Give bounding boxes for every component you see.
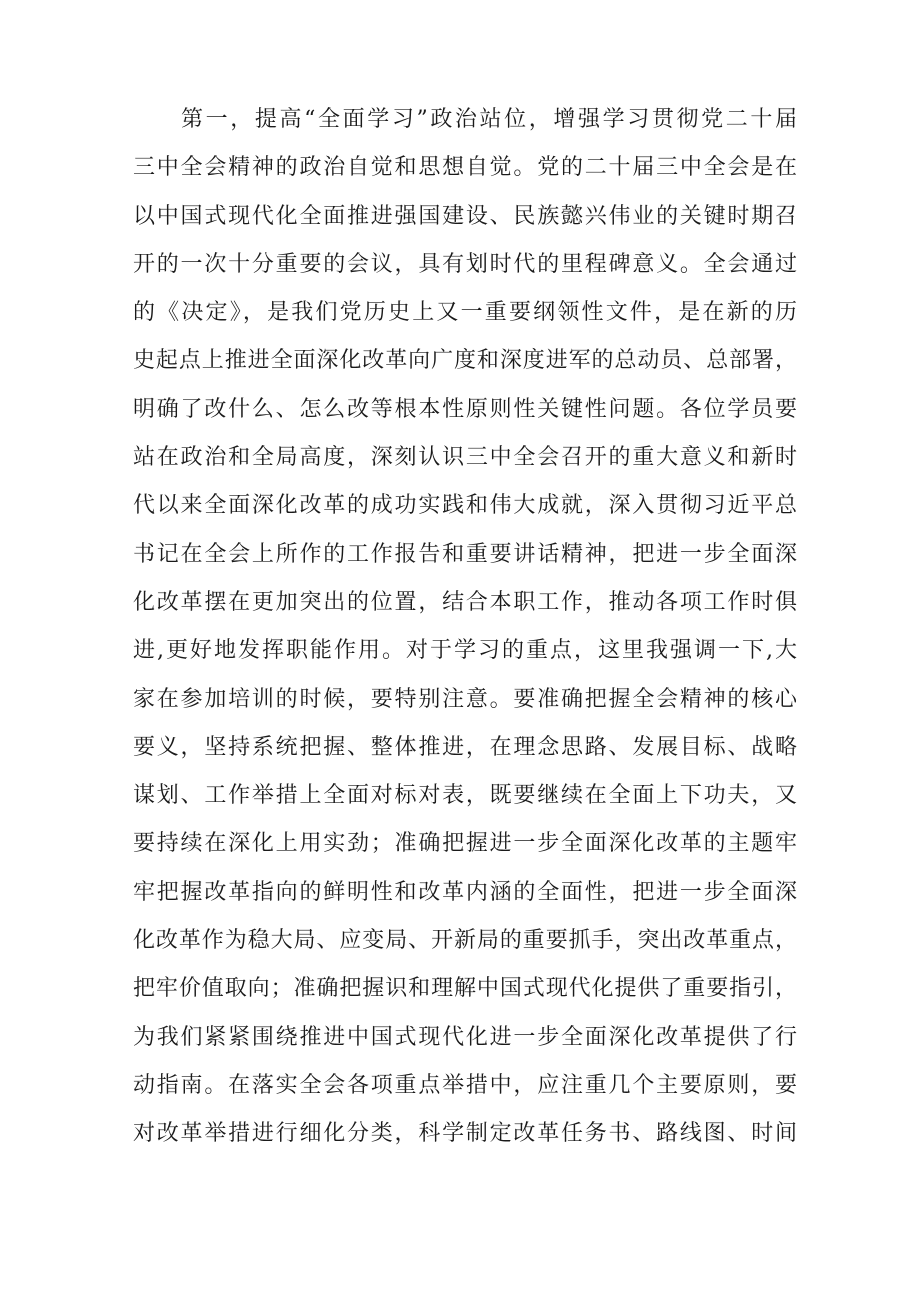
text-line: 化改革作为稳大局、应变局、开新局的重要抓手，突出改革重点， [133,928,797,954]
text-line: 站在政治和全局高度，深刻认识三中全会召开的重大意义和新时 [133,445,797,471]
text-line: 家在参加培训的时候，要特别注意。要准确把握全会精神的核心 [133,686,797,712]
text-line: 的《决定》，是我们党历史上又一重要纲领性文件，是在新的历 [133,300,797,326]
text-line: 动指南。在落实全会各项重点举措中，应注重几个主要原则，要 [133,1072,797,1098]
text-line: 把牢价值取向；准确把握识和理解中国式现代化提供了重要指引， [133,976,797,1002]
text-line: 牢把握改革指向的鲜明性和改革内涵的全面性，把进一步全面深 [133,879,797,905]
text-line: 化改革摆在更加突出的位置，结合本职工作，推动各项工作时俱 [133,589,797,615]
text-line: 对改革举措进行细化分类，科学制定改革任务书、路线图、时间 [133,1121,797,1147]
text-line: 三中全会精神的政治自觉和思想自觉。党的二十届三中全会是在 [133,155,797,181]
text-line: 史起点上推进全面深化改革向广度和深度进军的总动员、总部署， [133,348,797,374]
text-line: 第一，提高“全面学习”政治站位，增强学习贯彻党二十届 [181,107,797,132]
text-line: 要义，坚持系统把握、整体推进，在理念思路、发展目标、战略 [133,734,797,760]
text-line: 代以来全面深化改革的成功实践和伟大成就，深入贯彻习近平总 [133,493,797,519]
text-line: 为我们紧紧围绕推进中国式现代化进一步全面深化改革提供了行 [133,1024,797,1050]
text-line: 明确了改什么、怎么改等根本性原则性关键性问题。各位学员要 [133,396,797,422]
text-line: 以中国式现代化全面推进强国建设、民族懿兴伟业的关键时期召 [133,203,797,229]
text-line: 进,更好地发挥职能作用。对于学习的重点，这里我强调一下,大 [133,638,797,664]
text-line: 书记在全会上所作的工作报告和重要讲话精神，把进一步全面深 [133,541,797,567]
text-line: 要持续在深化上用实劲；准确把握进一步全面深化改革的主题牢 [133,831,797,857]
body-paragraph [133,96,797,1159]
text-line: 谋划、工作举措上全面对标对表，既要继续在全面上下功夫，又 [133,783,797,809]
text-line: 开的一次十分重要的会议，具有划时代的里程碑意义。全会通过 [133,251,797,277]
